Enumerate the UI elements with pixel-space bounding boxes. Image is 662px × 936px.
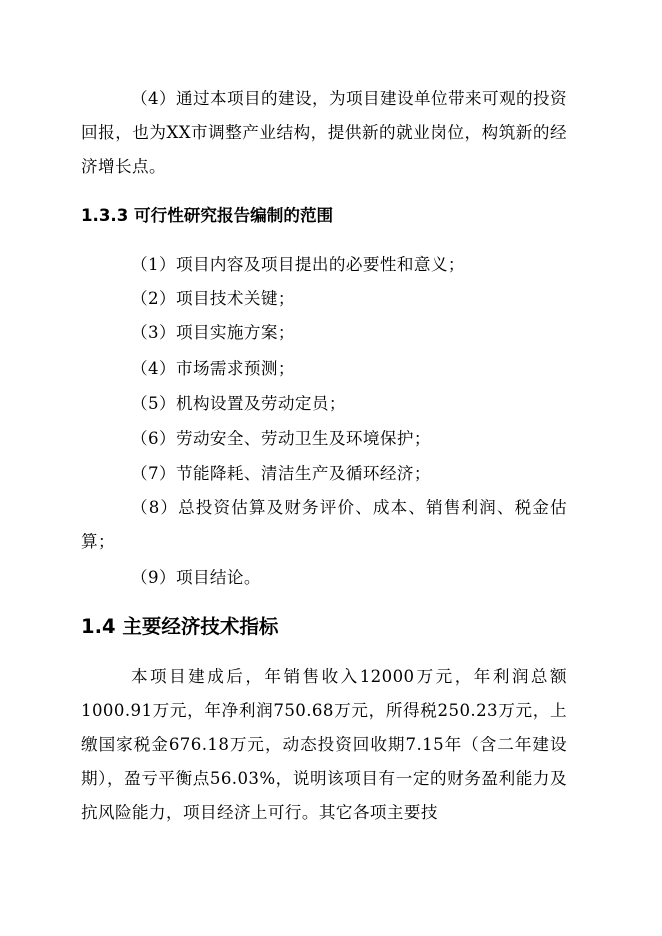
scope-item-5: （5）机构设置及劳动定员； (131, 394, 346, 413)
scope-item-4: （4）市场需求预测； (131, 359, 295, 378)
section-heading-1-3-3: 1.3.3 可行性研究报告编制的范围 (81, 206, 334, 225)
economic-indicators-paragraph: 本项目建成后，年销售收入12000万元，年利润总额1000.91万元，年净利润750.68万元，所得税250.23万元，上缴国家税金676.18万元，动态投资回收期7.15年（含二年建设期），盈亏平衡点56.03%，说明该项目有一定的财务盈利能力及抗风险能力，项目经济上可行。其它各项主要技 (81, 667, 567, 822)
scope-item-2: （2）项目技术关键； (131, 289, 295, 308)
scope-item-8: （8）总投资估算及财务评价、成本、销售利润、税金估算； (81, 498, 567, 551)
scope-item-9: （9）项目结论。 (131, 568, 261, 587)
scope-item-3: （3）项目实施方案； (131, 323, 295, 342)
scope-item-1: （1）项目内容及项目提出的必要性和意义； (131, 255, 465, 274)
scope-item-7: （7）节能降耗、清洁生产及循环经济； (131, 464, 431, 483)
section-heading-1-4: 1.4 主要经济技术指标 (81, 615, 279, 638)
intro-paragraph: （4）通过本项目的建设，为项目建设单位带来可观的投资回报，也为XX市调整产业结构，提供新的就业岗位，构筑新的经济增长点。 (81, 89, 567, 176)
scope-item-6: （6）劳动安全、劳动卫生及环境保护； (131, 429, 431, 448)
